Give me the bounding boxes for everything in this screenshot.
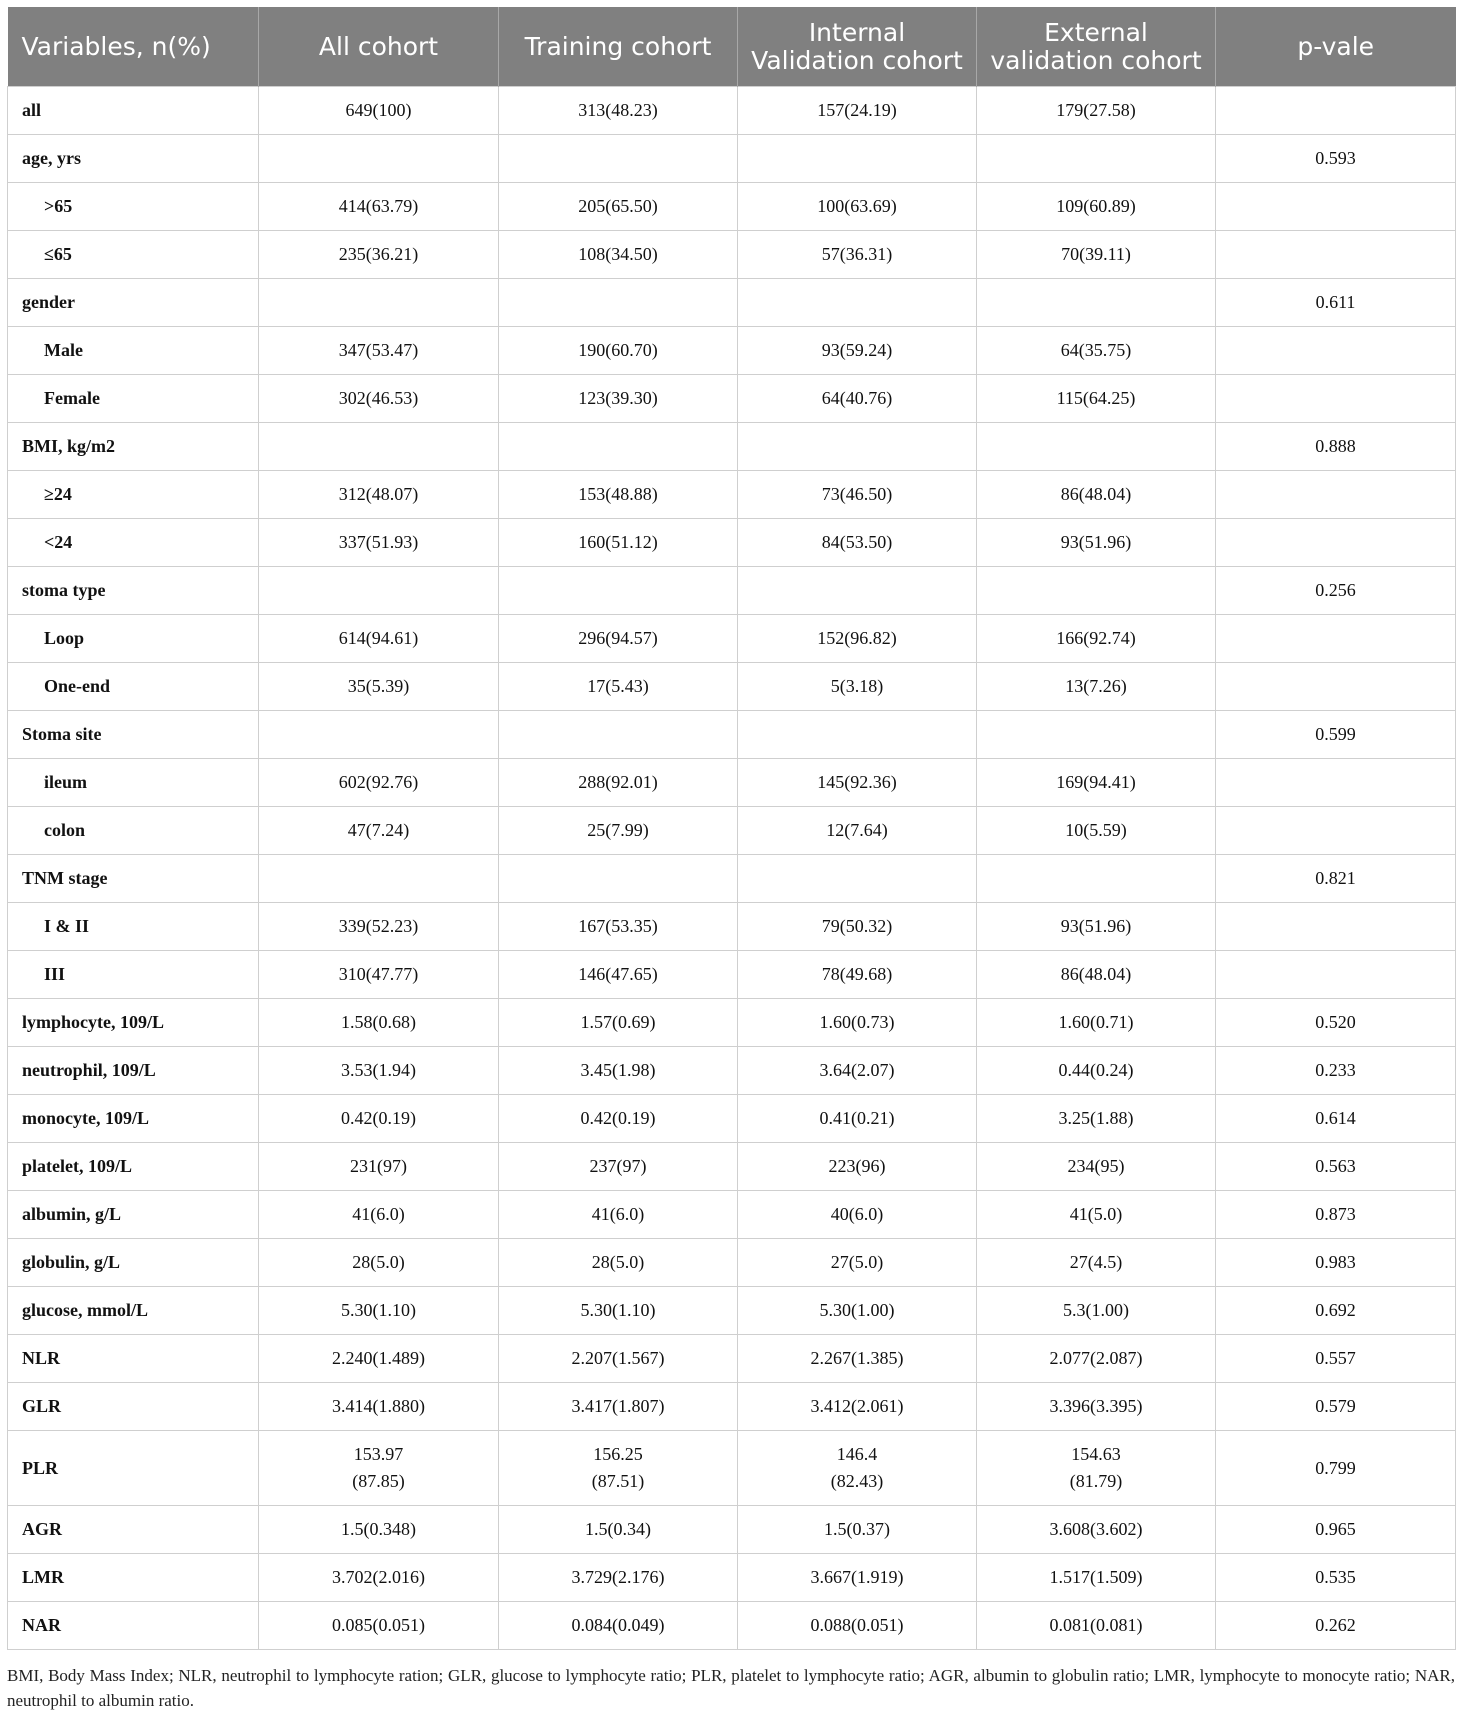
external-validation-cell: 166(92.74) <box>977 615 1216 663</box>
internal-validation-cell: 0.088(0.051) <box>738 1602 977 1650</box>
variable-label: ≤65 <box>8 231 259 279</box>
table-row <box>8 1383 1456 1431</box>
header-external-validation-cohort: External validation cohort <box>977 7 1216 87</box>
training-cohort-cell: 3.45(1.98) <box>499 1047 738 1095</box>
internal-validation-cell: 84(53.50) <box>738 519 977 567</box>
internal-validation-cell: 0.41(0.21) <box>738 1095 977 1143</box>
external-validation-cell: 2.077(2.087) <box>977 1335 1216 1383</box>
all-cohort-cell <box>259 135 499 183</box>
table-row <box>8 663 1456 711</box>
external-validation-cell: 41(5.0) <box>977 1191 1216 1239</box>
internal-validation-cell <box>738 279 977 327</box>
table-row <box>8 903 1456 951</box>
table-row <box>8 1047 1456 1095</box>
p-value-cell: 0.965 <box>1216 1506 1456 1554</box>
table-row <box>8 711 1456 759</box>
p-value-cell: 0.262 <box>1216 1602 1456 1650</box>
external-validation-cell: 115(64.25) <box>977 375 1216 423</box>
internal-validation-cell: 12(7.64) <box>738 807 977 855</box>
all-cohort-cell: 649(100) <box>259 87 499 135</box>
external-validation-cell: 3.25(1.88) <box>977 1095 1216 1143</box>
training-cohort-cell <box>499 423 738 471</box>
external-validation-cell: 5.3(1.00) <box>977 1287 1216 1335</box>
header-internal-validation-cohort: Internal Validation cohort <box>738 7 977 87</box>
all-cohort-cell: 3.702(2.016) <box>259 1554 499 1602</box>
table-row <box>8 279 1456 327</box>
variable-label: LMR <box>8 1554 259 1602</box>
training-cohort-cell <box>499 135 738 183</box>
all-cohort-cell: 235(36.21) <box>259 231 499 279</box>
internal-validation-cell: 57(36.31) <box>738 231 977 279</box>
header-all-cohort: All cohort <box>259 7 499 87</box>
table-row <box>8 1554 1456 1602</box>
training-cohort-cell: 296(94.57) <box>499 615 738 663</box>
table-row <box>8 87 1456 135</box>
variable-label: NLR <box>8 1335 259 1383</box>
all-cohort-cell: 602(92.76) <box>259 759 499 807</box>
p-value-cell: 0.256 <box>1216 567 1456 615</box>
all-cohort-cell: 35(5.39) <box>259 663 499 711</box>
training-cohort-cell: 288(92.01) <box>499 759 738 807</box>
table-row <box>8 999 1456 1047</box>
internal-validation-cell <box>738 423 977 471</box>
internal-validation-cell: 78(49.68) <box>738 951 977 999</box>
training-cohort-cell: 3.729(2.176) <box>499 1554 738 1602</box>
all-cohort-cell: 41(6.0) <box>259 1191 499 1239</box>
internal-validation-cell: 146.4 (82.43) <box>738 1431 977 1506</box>
table-row <box>8 1191 1456 1239</box>
p-value-cell <box>1216 327 1456 375</box>
variable-label: all <box>8 87 259 135</box>
all-cohort-cell: 47(7.24) <box>259 807 499 855</box>
table-row <box>8 1506 1456 1554</box>
training-cohort-cell: 153(48.88) <box>499 471 738 519</box>
all-cohort-cell: 3.53(1.94) <box>259 1047 499 1095</box>
internal-validation-cell <box>738 855 977 903</box>
internal-validation-cell <box>738 567 977 615</box>
all-cohort-cell: 5.30(1.10) <box>259 1287 499 1335</box>
table-row <box>8 135 1456 183</box>
internal-validation-cell: 1.60(0.73) <box>738 999 977 1047</box>
p-value-cell: 0.983 <box>1216 1239 1456 1287</box>
training-cohort-cell: 0.084(0.049) <box>499 1602 738 1650</box>
external-validation-cell <box>977 711 1216 759</box>
variable-label: stoma type <box>8 567 259 615</box>
training-cohort-cell: 237(97) <box>499 1143 738 1191</box>
internal-validation-cell: 79(50.32) <box>738 903 977 951</box>
training-cohort-cell: 5.30(1.10) <box>499 1287 738 1335</box>
p-value-cell: 0.611 <box>1216 279 1456 327</box>
table-row <box>8 519 1456 567</box>
external-validation-cell: 27(4.5) <box>977 1239 1216 1287</box>
p-value-cell <box>1216 183 1456 231</box>
table-row <box>8 951 1456 999</box>
all-cohort-cell: 0.42(0.19) <box>259 1095 499 1143</box>
p-value-cell <box>1216 519 1456 567</box>
table-row <box>8 375 1456 423</box>
all-cohort-cell: 1.5(0.348) <box>259 1506 499 1554</box>
all-cohort-cell: 28(5.0) <box>259 1239 499 1287</box>
training-cohort-cell <box>499 711 738 759</box>
external-validation-cell: 234(95) <box>977 1143 1216 1191</box>
p-value-cell: 0.599 <box>1216 711 1456 759</box>
variable-label: monocyte, 109/L <box>8 1095 259 1143</box>
table-row <box>8 423 1456 471</box>
table-row <box>8 855 1456 903</box>
header-training-cohort: Training cohort <box>499 7 738 87</box>
all-cohort-cell: 310(47.77) <box>259 951 499 999</box>
external-validation-cell <box>977 855 1216 903</box>
internal-validation-cell: 5.30(1.00) <box>738 1287 977 1335</box>
internal-validation-cell: 100(63.69) <box>738 183 977 231</box>
external-validation-cell: 3.396(3.395) <box>977 1383 1216 1431</box>
table-row <box>8 231 1456 279</box>
variable-label: I & II <box>8 903 259 951</box>
all-cohort-cell: 337(51.93) <box>259 519 499 567</box>
variable-label: ≥24 <box>8 471 259 519</box>
all-cohort-cell <box>259 711 499 759</box>
p-value-cell: 0.799 <box>1216 1431 1456 1506</box>
external-validation-cell: 13(7.26) <box>977 663 1216 711</box>
training-cohort-cell: 156.25 (87.51) <box>499 1431 738 1506</box>
variable-label: globulin, g/L <box>8 1239 259 1287</box>
variable-label: albumin, g/L <box>8 1191 259 1239</box>
internal-validation-cell: 3.64(2.07) <box>738 1047 977 1095</box>
external-validation-cell: 86(48.04) <box>977 471 1216 519</box>
internal-validation-cell: 73(46.50) <box>738 471 977 519</box>
external-validation-cell: 3.608(3.602) <box>977 1506 1216 1554</box>
all-cohort-cell: 153.97 (87.85) <box>259 1431 499 1506</box>
cohort-characteristics-table <box>7 7 1456 1650</box>
training-cohort-cell: 146(47.65) <box>499 951 738 999</box>
header-row <box>8 7 1456 87</box>
variable-label: Stoma site <box>8 711 259 759</box>
external-validation-cell: 70(39.11) <box>977 231 1216 279</box>
external-validation-cell: 93(51.96) <box>977 903 1216 951</box>
internal-validation-cell: 1.5(0.37) <box>738 1506 977 1554</box>
variable-label: TNM stage <box>8 855 259 903</box>
p-value-cell <box>1216 375 1456 423</box>
p-value-cell: 0.233 <box>1216 1047 1456 1095</box>
variable-label: colon <box>8 807 259 855</box>
external-validation-cell: 0.44(0.24) <box>977 1047 1216 1095</box>
p-value-cell <box>1216 663 1456 711</box>
internal-validation-cell: 64(40.76) <box>738 375 977 423</box>
internal-validation-cell: 2.267(1.385) <box>738 1335 977 1383</box>
variable-label: lymphocyte, 109/L <box>8 999 259 1047</box>
training-cohort-cell: 25(7.99) <box>499 807 738 855</box>
header-p-value: p-vale <box>1216 7 1456 87</box>
all-cohort-cell: 347(53.47) <box>259 327 499 375</box>
all-cohort-cell <box>259 855 499 903</box>
variable-label: Male <box>8 327 259 375</box>
variable-label: III <box>8 951 259 999</box>
external-validation-cell: 109(60.89) <box>977 183 1216 231</box>
training-cohort-cell <box>499 567 738 615</box>
variable-label: GLR <box>8 1383 259 1431</box>
variable-label: age, yrs <box>8 135 259 183</box>
internal-validation-cell: 145(92.36) <box>738 759 977 807</box>
table-row <box>8 615 1456 663</box>
p-value-cell: 0.579 <box>1216 1383 1456 1431</box>
p-value-cell: 0.563 <box>1216 1143 1456 1191</box>
training-cohort-cell: 190(60.70) <box>499 327 738 375</box>
internal-validation-cell: 3.412(2.061) <box>738 1383 977 1431</box>
external-validation-cell: 1.60(0.71) <box>977 999 1216 1047</box>
table-row <box>8 759 1456 807</box>
training-cohort-cell: 1.57(0.69) <box>499 999 738 1047</box>
all-cohort-cell <box>259 279 499 327</box>
variable-label: neutrophil, 109/L <box>8 1047 259 1095</box>
all-cohort-cell: 614(94.61) <box>259 615 499 663</box>
external-validation-cell: 0.081(0.081) <box>977 1602 1216 1650</box>
p-value-cell <box>1216 87 1456 135</box>
training-cohort-cell: 108(34.50) <box>499 231 738 279</box>
internal-validation-cell: 27(5.0) <box>738 1239 977 1287</box>
p-value-cell: 0.614 <box>1216 1095 1456 1143</box>
table-row <box>8 327 1456 375</box>
internal-validation-cell: 5(3.18) <box>738 663 977 711</box>
external-validation-cell <box>977 135 1216 183</box>
variable-label: ileum <box>8 759 259 807</box>
training-cohort-cell: 123(39.30) <box>499 375 738 423</box>
table-row <box>8 1095 1456 1143</box>
table-row <box>8 567 1456 615</box>
p-value-cell: 0.821 <box>1216 855 1456 903</box>
variable-label: glucose, mmol/L <box>8 1287 259 1335</box>
table-row <box>8 471 1456 519</box>
external-validation-cell <box>977 423 1216 471</box>
all-cohort-cell <box>259 423 499 471</box>
table-row <box>8 183 1456 231</box>
p-value-cell: 0.888 <box>1216 423 1456 471</box>
all-cohort-cell: 302(46.53) <box>259 375 499 423</box>
table-row <box>8 1431 1456 1506</box>
internal-validation-cell: 3.667(1.919) <box>738 1554 977 1602</box>
p-value-cell <box>1216 903 1456 951</box>
variable-label: Female <box>8 375 259 423</box>
all-cohort-cell: 312(48.07) <box>259 471 499 519</box>
training-cohort-cell: 2.207(1.567) <box>499 1335 738 1383</box>
external-validation-cell <box>977 279 1216 327</box>
internal-validation-cell: 223(96) <box>738 1143 977 1191</box>
variable-label: One-end <box>8 663 259 711</box>
internal-validation-cell <box>738 711 977 759</box>
table-container <box>7 7 1455 1650</box>
external-validation-cell: 154.63 (81.79) <box>977 1431 1216 1506</box>
external-validation-cell <box>977 567 1216 615</box>
p-value-cell <box>1216 807 1456 855</box>
training-cohort-cell: 41(6.0) <box>499 1191 738 1239</box>
all-cohort-cell: 0.085(0.051) <box>259 1602 499 1650</box>
all-cohort-cell: 2.240(1.489) <box>259 1335 499 1383</box>
p-value-cell <box>1216 759 1456 807</box>
variable-label: gender <box>8 279 259 327</box>
header-variables: Variables, n(%) <box>8 7 259 87</box>
p-value-cell: 0.593 <box>1216 135 1456 183</box>
all-cohort-cell: 3.414(1.880) <box>259 1383 499 1431</box>
table-row <box>8 1602 1456 1650</box>
training-cohort-cell: 28(5.0) <box>499 1239 738 1287</box>
p-value-cell: 0.557 <box>1216 1335 1456 1383</box>
all-cohort-cell: 339(52.23) <box>259 903 499 951</box>
external-validation-cell: 1.517(1.509) <box>977 1554 1216 1602</box>
variable-label: <24 <box>8 519 259 567</box>
internal-validation-cell: 152(96.82) <box>738 615 977 663</box>
table-row <box>8 1335 1456 1383</box>
external-validation-cell: 179(27.58) <box>977 87 1216 135</box>
all-cohort-cell: 231(97) <box>259 1143 499 1191</box>
p-value-cell <box>1216 471 1456 519</box>
training-cohort-cell: 160(51.12) <box>499 519 738 567</box>
all-cohort-cell: 1.58(0.68) <box>259 999 499 1047</box>
training-cohort-cell: 1.5(0.34) <box>499 1506 738 1554</box>
training-cohort-cell: 167(53.35) <box>499 903 738 951</box>
p-value-cell: 0.873 <box>1216 1191 1456 1239</box>
variable-label: AGR <box>8 1506 259 1554</box>
all-cohort-cell: 414(63.79) <box>259 183 499 231</box>
p-value-cell <box>1216 231 1456 279</box>
internal-validation-cell: 40(6.0) <box>738 1191 977 1239</box>
variable-label: Loop <box>8 615 259 663</box>
internal-validation-cell <box>738 135 977 183</box>
external-validation-cell: 93(51.96) <box>977 519 1216 567</box>
training-cohort-cell <box>499 279 738 327</box>
p-value-cell <box>1216 615 1456 663</box>
table-footnote: BMI, Body Mass Index; NLR, neutrophil to lymphocyte ration; GLR, glucose to lymphocyte ratio; PLR, platelet to lymphocyte ratio; AGR, albumin to globulin ratio; LMR, lymphocyte to monocyte ratio; NAR, neutrophil to albumin ratio. <box>7 1666 1455 1710</box>
table-row <box>8 807 1456 855</box>
variable-label: NAR <box>8 1602 259 1650</box>
table-row <box>8 1287 1456 1335</box>
all-cohort-cell <box>259 567 499 615</box>
external-validation-cell: 10(5.59) <box>977 807 1216 855</box>
external-validation-cell: 86(48.04) <box>977 951 1216 999</box>
variable-label: >65 <box>8 183 259 231</box>
table-row <box>8 1143 1456 1191</box>
training-cohort-cell <box>499 855 738 903</box>
internal-validation-cell: 93(59.24) <box>738 327 977 375</box>
external-validation-cell: 64(35.75) <box>977 327 1216 375</box>
training-cohort-cell: 3.417(1.807) <box>499 1383 738 1431</box>
variable-label: BMI, kg/m2 <box>8 423 259 471</box>
p-value-cell <box>1216 951 1456 999</box>
p-value-cell: 0.535 <box>1216 1554 1456 1602</box>
table-body <box>8 87 1456 1650</box>
table-row <box>8 1239 1456 1287</box>
training-cohort-cell: 205(65.50) <box>499 183 738 231</box>
training-cohort-cell: 0.42(0.19) <box>499 1095 738 1143</box>
p-value-cell: 0.520 <box>1216 999 1456 1047</box>
training-cohort-cell: 313(48.23) <box>499 87 738 135</box>
variable-label: PLR <box>8 1431 259 1506</box>
p-value-cell: 0.692 <box>1216 1287 1456 1335</box>
variable-label: platelet, 109/L <box>8 1143 259 1191</box>
external-validation-cell: 169(94.41) <box>977 759 1216 807</box>
internal-validation-cell: 157(24.19) <box>738 87 977 135</box>
training-cohort-cell: 17(5.43) <box>499 663 738 711</box>
